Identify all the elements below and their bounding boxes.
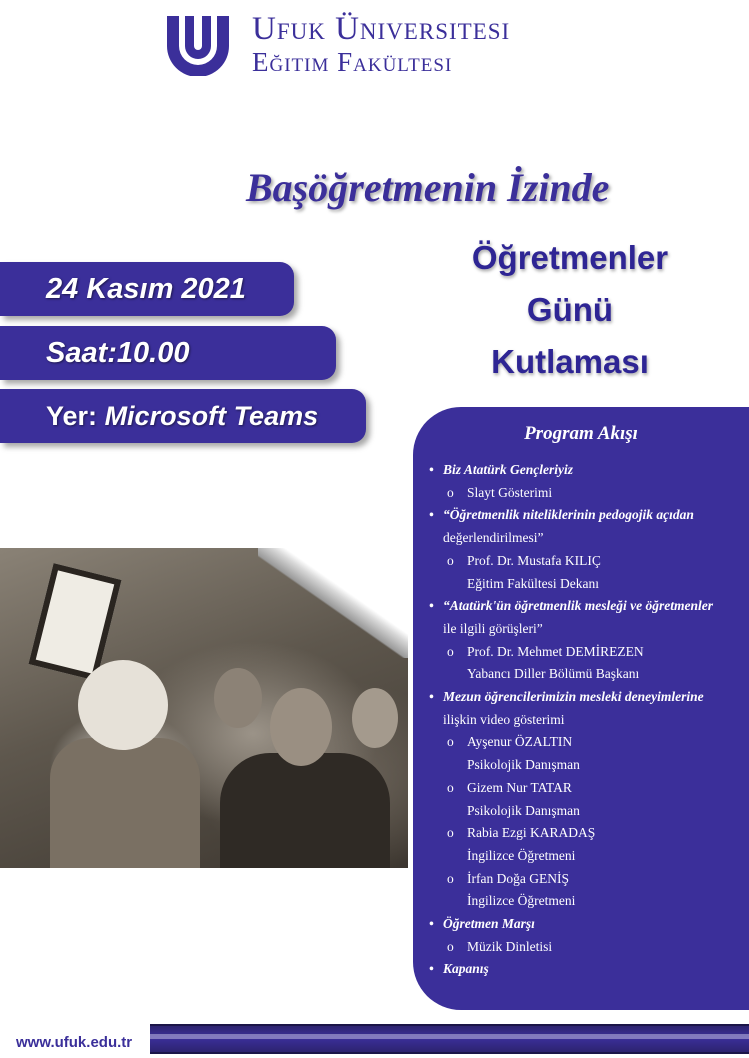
circle-bullet-icon: o <box>447 552 454 568</box>
event-title: Başöğretmenin İzinde <box>246 165 610 210</box>
program-panel <box>413 407 749 1010</box>
program-item-text: Prof. Dr. Mehmet DEMİREZEN <box>467 643 644 659</box>
bullet-icon: • <box>429 689 434 705</box>
program-item <box>429 958 745 981</box>
program-item <box>429 595 745 618</box>
circle-bullet-icon: o <box>447 825 454 841</box>
program-item-text: Mezun öğrencilerimizin mesleki deneyimlerine <box>443 689 704 705</box>
circle-bullet-icon: o <box>447 484 454 500</box>
program-item <box>429 890 745 913</box>
program-item-text: Gizem Nur TATAR <box>467 779 572 795</box>
program-item-text: Yabancı Diller Bölümü Başkanı <box>467 666 640 682</box>
subtitle-line: Kutlaması <box>491 343 649 380</box>
program-item <box>429 482 745 505</box>
program-item <box>429 663 745 686</box>
program-item <box>429 709 745 732</box>
program-item-text: İngilizce Öğretmeni <box>467 847 576 863</box>
circle-bullet-icon: o <box>447 938 454 954</box>
program-item-text: İngilizce Öğretmeni <box>467 893 576 909</box>
bullet-icon: • <box>429 507 434 523</box>
program-item-text: Eğitim Fakültesi Dekanı <box>467 575 599 591</box>
event-date: 24 Kasım 2021 <box>46 272 246 305</box>
bullet-icon: • <box>429 916 434 932</box>
circle-bullet-icon: o <box>447 870 454 886</box>
date-banner <box>0 262 294 316</box>
program-item-text: Müzik Dinletisi <box>467 938 553 954</box>
photo-figure <box>78 660 168 750</box>
program-item-text: Slayt Gösterimi <box>467 484 553 500</box>
photo-figure <box>270 688 332 766</box>
program-item-text: Kapanış <box>443 961 489 977</box>
place-value: Microsoft Teams <box>104 400 319 431</box>
photo-figure <box>220 753 390 868</box>
program-item <box>429 618 745 641</box>
website-url[interactable]: www.ufuk.edu.tr <box>16 1034 133 1051</box>
footer-bar <box>150 1024 749 1054</box>
program-item-text: Rabia Ezgi KARADAŞ <box>467 825 596 841</box>
bullet-icon: • <box>429 961 434 977</box>
program-item-text: değerlendirilmesi” <box>443 530 544 546</box>
program-item <box>429 573 745 596</box>
page-curl-icon <box>258 548 408 658</box>
program-item-text: ile ilgili görüşleri” <box>443 620 543 636</box>
program-item-text: ilişkin video gösterimi <box>443 711 565 727</box>
program-item <box>429 913 745 936</box>
circle-bullet-icon: o <box>447 734 454 750</box>
program-item <box>429 777 745 800</box>
time-banner <box>0 326 336 380</box>
circle-bullet-icon: o <box>447 779 454 795</box>
program-item-text: “Öğretmenlik niteliklerinin pedogojik açıdan <box>443 507 694 523</box>
program-item <box>429 845 745 868</box>
program-item <box>429 641 745 664</box>
program-item <box>429 868 745 891</box>
program-item-text: Biz Atatürk Gençleriyiz <box>443 462 574 477</box>
event-time: Saat:10.00 <box>46 336 190 369</box>
place-banner <box>0 389 366 443</box>
program-item <box>429 936 745 959</box>
photo-figure <box>214 668 262 728</box>
program-item <box>429 731 745 754</box>
program-item-text: Ayşenur ÖZALTIN <box>467 734 573 750</box>
event-subtitle <box>440 232 700 388</box>
photo-figure <box>50 738 200 868</box>
program-item-text: Psikolojik Danışman <box>467 802 580 818</box>
program-item <box>429 550 745 573</box>
place-label: Yer: <box>46 400 98 431</box>
program-item <box>429 527 745 550</box>
program-item-text: Öğretmen Marşı <box>443 916 535 932</box>
program-item-text: “Atatürk'ün öğretmenlik mesleği ve öğretmenler <box>443 598 713 614</box>
university-logo-icon <box>163 12 233 76</box>
photo-figure <box>352 688 398 748</box>
program-item <box>429 754 745 777</box>
bullet-icon: • <box>429 598 434 614</box>
bullet-icon: • <box>429 462 434 477</box>
circle-bullet-icon: o <box>447 643 454 659</box>
program-item-text: İrfan Doğa GENİŞ <box>467 870 569 886</box>
program-item-text: Prof. Dr. Mustafa KILIÇ <box>467 552 601 568</box>
program-heading: Program Akışı <box>524 423 638 444</box>
program-item <box>429 686 745 709</box>
program-item-text: Psikolojik Danışman <box>467 757 580 773</box>
subtitle-line: Öğretmenler <box>471 239 669 276</box>
subtitle-line: Günü <box>526 291 614 328</box>
program-item <box>429 459 745 482</box>
historic-photo <box>0 548 408 868</box>
program-item <box>429 800 745 823</box>
university-name: Ufuk Üniversitesi <box>252 11 511 47</box>
program-list <box>429 459 745 981</box>
program-item <box>429 822 745 845</box>
faculty-name: Eğitim Fakültesi <box>252 47 453 77</box>
program-item <box>429 504 745 527</box>
